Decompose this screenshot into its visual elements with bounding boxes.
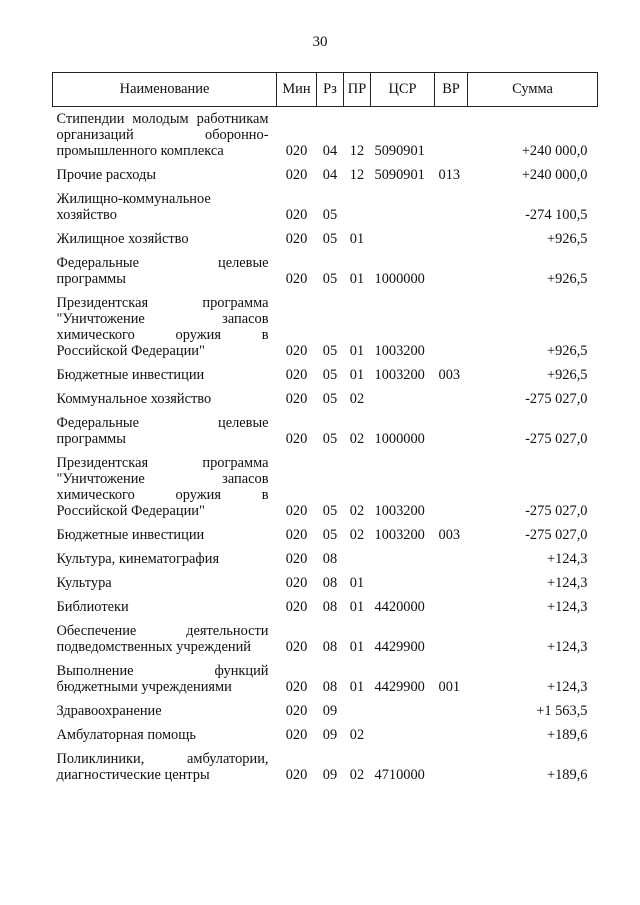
row-vr	[435, 747, 468, 787]
row-name	[53, 227, 277, 251]
row-sum: +124,3	[547, 639, 588, 655]
table-row	[53, 547, 598, 571]
row-name-line: программы	[56, 431, 126, 447]
row-sum: -275 027,0	[525, 431, 588, 447]
row-vr	[435, 699, 468, 723]
row-pr: 01	[349, 271, 365, 287]
row-csr: 4420000	[374, 599, 425, 615]
row-vr	[435, 547, 468, 571]
row-name-line: химического оружия в	[56, 487, 269, 503]
row-rz: 05	[322, 391, 338, 407]
row-csr: 5090901	[374, 167, 425, 183]
table-row	[53, 571, 598, 595]
row-pr: 02	[349, 727, 365, 743]
row-vr	[435, 595, 468, 619]
row-sum: -275 027,0	[525, 503, 588, 519]
row-rz: 08	[322, 551, 338, 567]
table-row	[53, 291, 598, 363]
row-name-line: Поликлиники, амбулатории,	[56, 751, 269, 767]
table-row	[53, 523, 598, 547]
row-min: 020	[285, 639, 308, 655]
col-header-csr: ЦСР	[371, 73, 435, 107]
row-vr	[435, 571, 468, 595]
row-name	[53, 699, 277, 723]
row-rz: 08	[322, 679, 338, 695]
table-row	[53, 723, 598, 747]
row-sum: +124,3	[547, 575, 588, 591]
table-row	[53, 411, 598, 451]
row-rz: 09	[322, 727, 338, 743]
row-name-line: Культура, кинематография	[56, 551, 220, 567]
row-pr: 01	[349, 231, 365, 247]
row-name-line: Стипендии молодым работникам	[56, 111, 269, 127]
row-rz: 05	[322, 527, 338, 543]
row-name-line: диагностические центры	[56, 767, 210, 783]
table-row	[53, 747, 598, 787]
row-rz: 09	[322, 703, 338, 719]
row-sum: -274 100,5	[525, 207, 588, 223]
row-name-line: "Уничтожение запасов	[56, 471, 269, 487]
table-row	[53, 451, 598, 523]
row-name	[53, 163, 277, 187]
row-name	[53, 547, 277, 571]
row-name-line: программы	[56, 271, 126, 287]
row-rz: 04	[322, 143, 338, 159]
row-csr: 5090901	[374, 143, 425, 159]
col-header-min: Мин	[277, 73, 317, 107]
row-name-line: химического оружия в	[56, 327, 269, 343]
row-name	[53, 747, 277, 787]
row-csr	[371, 547, 435, 571]
row-name	[53, 107, 277, 164]
row-name	[53, 619, 277, 659]
row-sum: +926,5	[547, 343, 588, 359]
table-row	[53, 387, 598, 411]
row-name	[53, 387, 277, 411]
row-min: 020	[285, 167, 308, 183]
row-name	[53, 363, 277, 387]
row-csr: 4429900	[374, 639, 425, 655]
row-csr	[371, 723, 435, 747]
row-csr	[371, 227, 435, 251]
row-name-line: Выполнение функций	[56, 663, 269, 679]
row-min: 020	[285, 207, 308, 223]
row-pr: 01	[349, 367, 365, 383]
row-name-line: организаций оборонно-	[56, 127, 269, 143]
row-sum: +1 563,5	[536, 703, 588, 719]
row-rz: 05	[322, 343, 338, 359]
table-body	[53, 107, 598, 788]
row-min: 020	[285, 575, 308, 591]
row-rz: 08	[322, 599, 338, 615]
row-name-line: Прочие расходы	[56, 167, 157, 183]
row-rz: 05	[322, 503, 338, 519]
row-csr: 1003200	[374, 367, 425, 383]
row-vr	[435, 619, 468, 659]
table-row	[53, 251, 598, 291]
table-header-row	[53, 73, 598, 107]
row-sum: +124,3	[547, 551, 588, 567]
row-name-line: Бюджетные инвестиции	[56, 367, 205, 383]
row-name	[53, 659, 277, 699]
row-sum: -275 027,0	[525, 527, 588, 543]
row-csr: 4710000	[374, 767, 425, 783]
row-vr	[435, 411, 468, 451]
row-min: 020	[285, 503, 308, 519]
row-csr	[371, 387, 435, 411]
row-name-line: хозяйство	[56, 207, 117, 223]
col-header-rz: Рз	[317, 73, 344, 107]
row-name-line: Здравоохранение	[56, 703, 162, 719]
row-name-line: подведомственных учреждений	[56, 639, 251, 655]
row-sum: -275 027,0	[525, 391, 588, 407]
row-pr: 01	[349, 575, 365, 591]
row-min: 020	[285, 703, 308, 719]
row-csr: 1003200	[374, 527, 425, 543]
row-min: 020	[285, 727, 308, 743]
row-name-line: Федеральные целевые	[56, 415, 269, 431]
row-pr: 01	[349, 343, 365, 359]
table-row	[53, 595, 598, 619]
row-csr	[371, 699, 435, 723]
row-min: 020	[285, 231, 308, 247]
row-csr: 4429900	[374, 679, 425, 695]
row-sum: +124,3	[547, 599, 588, 615]
row-name	[53, 723, 277, 747]
row-csr: 1003200	[374, 343, 425, 359]
row-sum: +926,5	[547, 271, 588, 287]
row-vr	[435, 291, 468, 363]
row-name-line: Президентская программа	[56, 455, 269, 471]
row-name-line: бюджетными учреждениями	[56, 679, 232, 695]
row-csr: 1000000	[374, 431, 425, 447]
row-name	[53, 187, 277, 227]
row-rz: 08	[322, 575, 338, 591]
row-pr: 01	[349, 679, 365, 695]
row-rz: 05	[322, 271, 338, 287]
row-pr	[344, 187, 371, 227]
row-sum: +189,6	[547, 727, 588, 743]
table-row	[53, 619, 598, 659]
row-name-line: Российской Федерации"	[56, 343, 205, 359]
col-header-pr: ПР	[344, 73, 371, 107]
col-header-sum: Сумма	[468, 73, 598, 107]
row-vr	[435, 451, 468, 523]
row-rz: 05	[322, 367, 338, 383]
table-row	[53, 227, 598, 251]
table-row	[53, 107, 598, 164]
row-min: 020	[285, 391, 308, 407]
row-sum: +189,6	[547, 767, 588, 783]
row-min: 020	[285, 599, 308, 615]
row-name-line: Федеральные целевые	[56, 255, 269, 271]
table-row	[53, 363, 598, 387]
row-min: 020	[285, 551, 308, 567]
row-pr: 02	[349, 503, 365, 519]
row-csr: 1000000	[374, 271, 425, 287]
row-min: 020	[285, 271, 308, 287]
row-rz: 05	[322, 431, 338, 447]
row-vr	[435, 187, 468, 227]
row-pr: 12	[349, 167, 365, 183]
row-csr	[371, 187, 435, 227]
row-name-line: промышленного комплекса	[56, 143, 224, 159]
row-pr: 02	[349, 767, 365, 783]
col-header-vr: ВР	[435, 73, 468, 107]
table-row	[53, 699, 598, 723]
page-number: 30	[312, 34, 328, 50]
row-csr: 1003200	[374, 503, 425, 519]
row-sum: +240 000,0	[521, 143, 588, 159]
col-header-name: Наименование	[53, 73, 277, 107]
row-name-line: Обеспечение деятельности	[56, 623, 269, 639]
row-min: 020	[285, 143, 308, 159]
row-vr: 013	[438, 167, 461, 183]
row-name	[53, 251, 277, 291]
table-row	[53, 187, 598, 227]
row-name	[53, 451, 277, 523]
row-name-line: "Уничтожение запасов	[56, 311, 269, 327]
row-sum: +124,3	[547, 679, 588, 695]
row-min: 020	[285, 367, 308, 383]
row-min: 020	[285, 527, 308, 543]
row-pr: 02	[349, 431, 365, 447]
row-rz: 05	[322, 207, 338, 223]
row-name-line: Президентская программа	[56, 295, 269, 311]
row-pr: 01	[349, 639, 365, 655]
row-rz: 05	[322, 231, 338, 247]
row-sum: +240 000,0	[521, 167, 588, 183]
row-csr	[371, 571, 435, 595]
row-sum: +926,5	[547, 231, 588, 247]
row-vr: 003	[438, 367, 461, 383]
row-vr	[435, 251, 468, 291]
row-vr	[435, 227, 468, 251]
row-name-line: Коммунальное хозяйство	[56, 391, 212, 407]
row-pr: 01	[349, 599, 365, 615]
row-name	[53, 595, 277, 619]
row-pr: 12	[349, 143, 365, 159]
budget-table-container	[52, 72, 597, 787]
table-row	[53, 659, 598, 699]
row-name-line: Жилищное хозяйство	[56, 231, 189, 247]
row-name-line: Амбулаторная помощь	[56, 727, 196, 743]
row-pr: 02	[349, 391, 365, 407]
row-name-line: Российской Федерации"	[56, 503, 205, 519]
row-rz: 08	[322, 639, 338, 655]
row-name	[53, 411, 277, 451]
row-vr	[435, 387, 468, 411]
row-min: 020	[285, 767, 308, 783]
budget-table	[52, 72, 598, 787]
row-name-line: Бюджетные инвестиции	[56, 527, 205, 543]
row-min: 020	[285, 679, 308, 695]
row-min: 020	[285, 343, 308, 359]
row-rz: 04	[322, 167, 338, 183]
row-pr	[344, 699, 371, 723]
row-pr	[344, 547, 371, 571]
row-vr: 001	[438, 679, 461, 695]
row-rz: 09	[322, 767, 338, 783]
row-name-line: Культура	[56, 575, 112, 591]
row-vr	[435, 723, 468, 747]
table-row	[53, 163, 598, 187]
row-min: 020	[285, 431, 308, 447]
row-name	[53, 571, 277, 595]
row-name-line: Библиотеки	[56, 599, 129, 615]
row-sum: +926,5	[547, 367, 588, 383]
row-name	[53, 523, 277, 547]
row-name-line: Жилищно-коммунальное	[56, 191, 211, 207]
row-name	[53, 291, 277, 363]
row-pr: 02	[349, 527, 365, 543]
row-vr: 003	[438, 527, 461, 543]
row-vr	[435, 107, 468, 164]
